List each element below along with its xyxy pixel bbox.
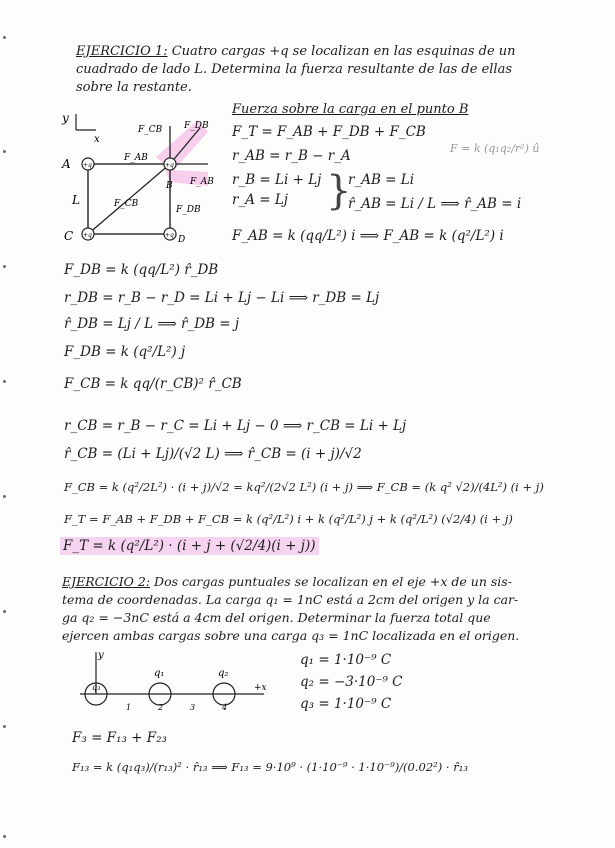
value-q2: q₂ = −3·10⁻⁹ C — [300, 674, 403, 690]
ex1-right-eq-7: F_AB = k (qq/L²) i ⟹ F_AB = k (q²/L²) i — [232, 228, 504, 244]
label-fdb-top: F_DB — [184, 121, 209, 131]
ex1-final-result: F_T = k (q²/L²) · (i + j + (√2/4)(i + j)) — [60, 538, 319, 554]
charge-d-sign: +q — [165, 232, 174, 239]
label-fdb-side: F_DB — [176, 205, 201, 215]
ex1-right-eq-1: F_T = F_AB + F_DB + F_CB — [232, 124, 426, 140]
coulomb-side-note: F = k (q₁q₂/r²) û — [450, 142, 540, 155]
ex1-statement-line-2: cuadrado de lado L. Determina la fuerza resultante de las de ellas — [76, 62, 513, 77]
tick-1: 1 — [126, 703, 132, 712]
ex1-eq-1: F_DB = k (qq/L²) r̂_DB — [64, 262, 219, 278]
label-fab-top: F_AB — [124, 153, 148, 163]
ex2-statement-line-2: tema de coordenadas. La carga q₁ = 1nC está a 2cm del origen y la car- — [62, 592, 519, 607]
ex1-right-eq-6: r̂_AB = Li / L ⟹ r̂_AB = i — [348, 196, 522, 212]
label-q2: q₂ — [218, 668, 229, 679]
ex2-eq-1: F₃ = F₁₃ + F₂₃ — [72, 730, 167, 746]
ex2-y-label: y — [98, 650, 104, 661]
tick-4: 4 — [222, 703, 228, 712]
ex1-eq-5: F_CB = k qq/(r_CB)² r̂_CB — [64, 376, 242, 392]
charge-a-sign: +q — [83, 162, 92, 169]
ex2-statement-line-3: ga q₂ = −3nC está a 4cm del origen. Determinar la fuerza total que — [62, 610, 491, 625]
ex1-eq-3: r̂_DB = Lj / L ⟹ r̂_DB = j — [64, 316, 240, 332]
value-q1: q₁ = 1·10⁻⁹ C — [300, 652, 392, 668]
ex1-eq-2: r_DB = r_B − r_D = Li + Lj − Li ⟹ r_DB = Lj — [64, 290, 380, 306]
ex1-eq-6: r_CB = r_B − r_C = Li + Lj − 0 ⟹ r_CB = Li + Lj — [64, 418, 407, 434]
ex1-eq-8: F_CB = k (q²/2L²) · (i + j)/√2 = kq²/(2√2 L²) (i + j) ⟹ F_CB = (k q² √2)/(4L²) (i + j) — [64, 480, 544, 494]
value-q3: q₃ = 1·10⁻⁹ C — [300, 696, 392, 712]
label-q3: q₃ — [92, 683, 101, 692]
ex1-statement-line-1: EJERCICIO 1: Cuatro cargas +q se localizan en las esquinas de un — [76, 44, 516, 59]
ex2-x-label: +x — [254, 683, 267, 693]
label-fab-side: F_AB — [190, 177, 214, 187]
ex1-right-eq-3: r_B = Li + Lj — [232, 172, 322, 188]
tick-3: 3 — [190, 703, 196, 712]
square-charge-diagram — [58, 102, 228, 252]
ex1-right-eq-4: r_A = Lj — [232, 192, 288, 208]
axis-x-label: x — [94, 134, 100, 145]
label-c: C — [64, 229, 74, 243]
label-b: B — [166, 181, 173, 191]
ex1-right-title: Fuerza sobre la carga en el punto B — [232, 102, 469, 117]
charge-b-sign: +q — [165, 162, 174, 169]
label-fcb-top: F_CB — [138, 125, 163, 135]
axis-y-label: y — [62, 111, 69, 125]
ex1-eq-9: F_T = F_AB + F_DB + F_CB = k (q²/L²) i + k (q²/L²) j + k (q²/L²) (√2/4) (i + j) — [64, 512, 513, 526]
ex2-eq-2: F₁₃ = k (q₁q₃)/(r₁₃)² · r̂₁₃ ⟹ F₁₃ = 9·10⁹ · (1·10⁻⁹ · 1·10⁻⁹)/(0.02²) · r̂₁₃ — [72, 760, 468, 774]
label-d: D — [178, 235, 186, 245]
ex1-statement-line-3: sobre la restante. — [76, 80, 192, 95]
ex1-right-eq-5: r_AB = Li — [348, 172, 415, 188]
label-q1: q₁ — [154, 668, 165, 679]
ex2-title: EJERCICIO 2: — [62, 574, 151, 589]
ex1-right-eq-2: r_AB = r_B − r_A — [232, 148, 351, 164]
ex1-title: EJERCICIO 1: — [76, 44, 168, 59]
charge-c-sign: +q — [83, 232, 92, 239]
ex2-statement-line-1: EJERCICIO 2: Dos cargas puntuales se localizan en el eje +x de un sis- — [62, 574, 512, 589]
ex1-eq-7: r̂_CB = (Li + Lj)/(√2 L) ⟹ r̂_CB = (i + j)/√2 — [64, 446, 362, 462]
label-fcb-diag: F_CB — [114, 199, 139, 209]
label-side-l: L — [72, 193, 80, 207]
tick-2: 2 — [158, 703, 164, 712]
ex1-eq-4: F_DB = k (q²/L²) j — [64, 344, 186, 360]
label-a: A — [62, 157, 71, 171]
brace: } — [326, 168, 352, 214]
ex2-statement-line-4: ejercen ambas cargas sobre una carga q₃ = 1nC localizada en el origen. — [62, 628, 520, 643]
axis-charge-diagram — [78, 648, 278, 718]
